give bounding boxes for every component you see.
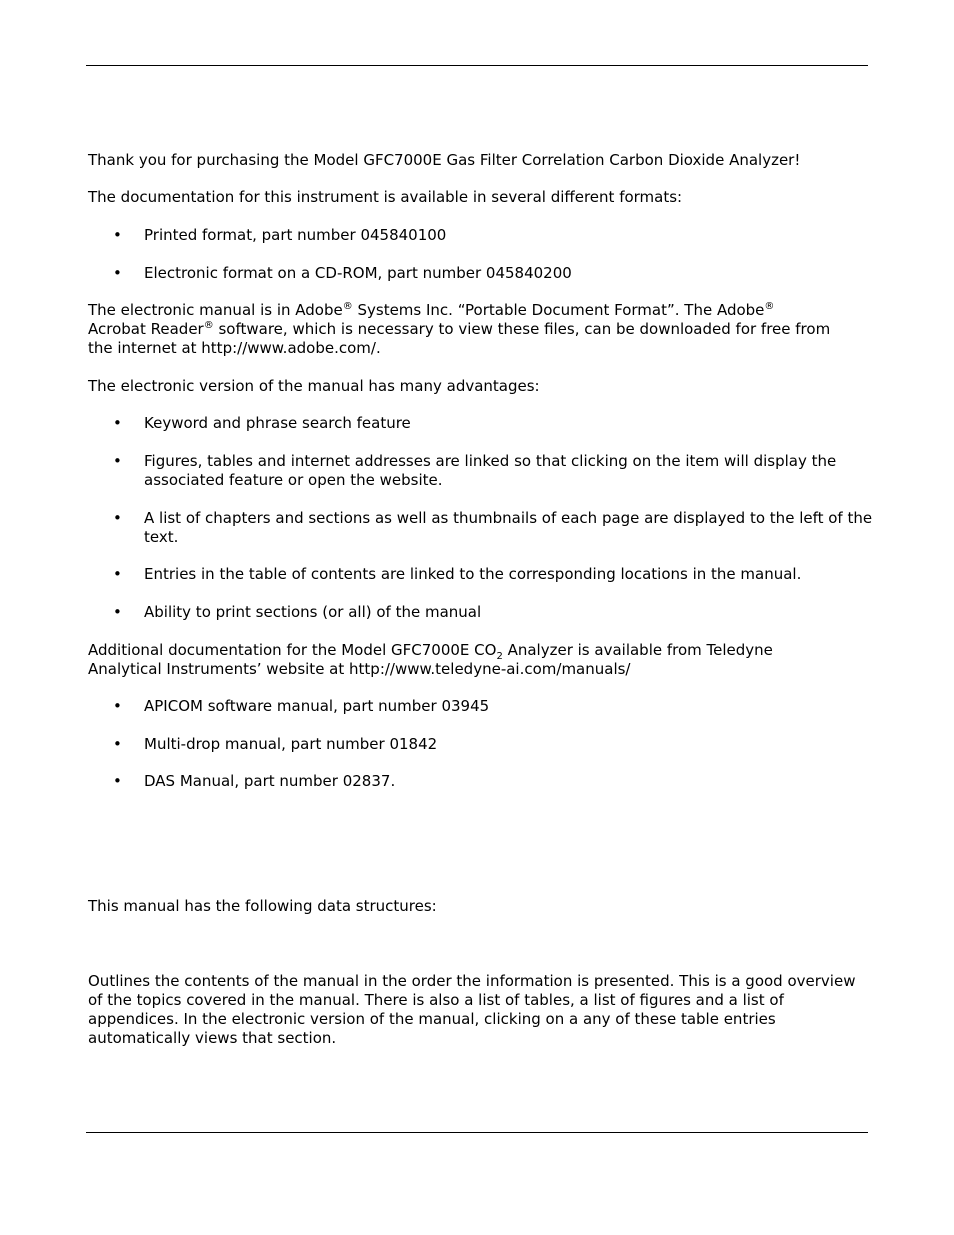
list-item-text: Keyword and phrase search feature: [144, 414, 411, 432]
bullet-icon: •: [113, 414, 122, 432]
bullet-icon: •: [113, 772, 122, 790]
bullet-icon: •: [113, 735, 122, 753]
list-item-text: Ability to print sections (or all) of the manual: [144, 603, 482, 621]
bullet-icon: •: [113, 226, 122, 244]
toc-paragraph: Outlines the contents of the manual in the order the information is presented. This is a good overview of the topics covered in the manual. There is also a list of tables, a list of figures and a list of appendices. In the electronic version of the manual, clicking on a any of these table entries automatically views that section.: [88, 972, 856, 1047]
bullet-icon: •: [113, 452, 122, 470]
bullet-icon: •: [113, 509, 122, 527]
structures-intro: This manual has the following data structures:: [88, 897, 437, 915]
bullet-icon: •: [113, 565, 122, 583]
footer-rule: [86, 1132, 868, 1133]
list-item-text: Entries in the table of contents are linked to the corresponding locations in the manual.: [144, 565, 802, 583]
list-item-text: Printed format, part number 045840100: [144, 226, 447, 244]
list-item-text: APICOM software manual, part number 03945: [144, 697, 490, 715]
list-item-text: A list of chapters and sections as well as thumbnails of each page are displayed to the left of the text.: [144, 509, 873, 546]
advantages-intro: The electronic version of the manual has many advantages:: [88, 377, 540, 395]
bullet-icon: •: [113, 697, 122, 715]
bullet-icon: •: [113, 264, 122, 282]
bullet-icon: •: [113, 603, 122, 621]
list-item-text: Multi-drop manual, part number 01842: [144, 735, 438, 753]
formats-intro: The documentation for this instrument is available in several different formats:: [88, 188, 683, 206]
intro-paragraph: Thank you for purchasing the Model GFC7000E Gas Filter Correlation Carbon Dioxide Analyzer!: [88, 151, 801, 169]
list-item-text: Electronic format on a CD-ROM, part number 045840200: [144, 264, 572, 282]
header-rule: [86, 65, 868, 66]
list-item-text: Figures, tables and internet addresses are linked so that clicking on the item will display the associated feature or open the website.: [144, 452, 837, 489]
additional-docs-paragraph: Additional documentation for the Model GFC7000E $CO_2$ Analyzer is available from Teledyne Analytical Instruments’ website at http://www.teledyne-ai.com/manuals/: [88, 641, 773, 678]
list-item-text: DAS Manual, part number 02837.: [144, 772, 396, 790]
pdf-paragraph: The electronic manual is in Adobe® Systems Inc. “Portable Document Format”. The Adobe® Acrobat Reader® software, which is necessary to view these files, can be downloaded for free from the internet at http://www.adobe.com/.: [88, 301, 831, 357]
